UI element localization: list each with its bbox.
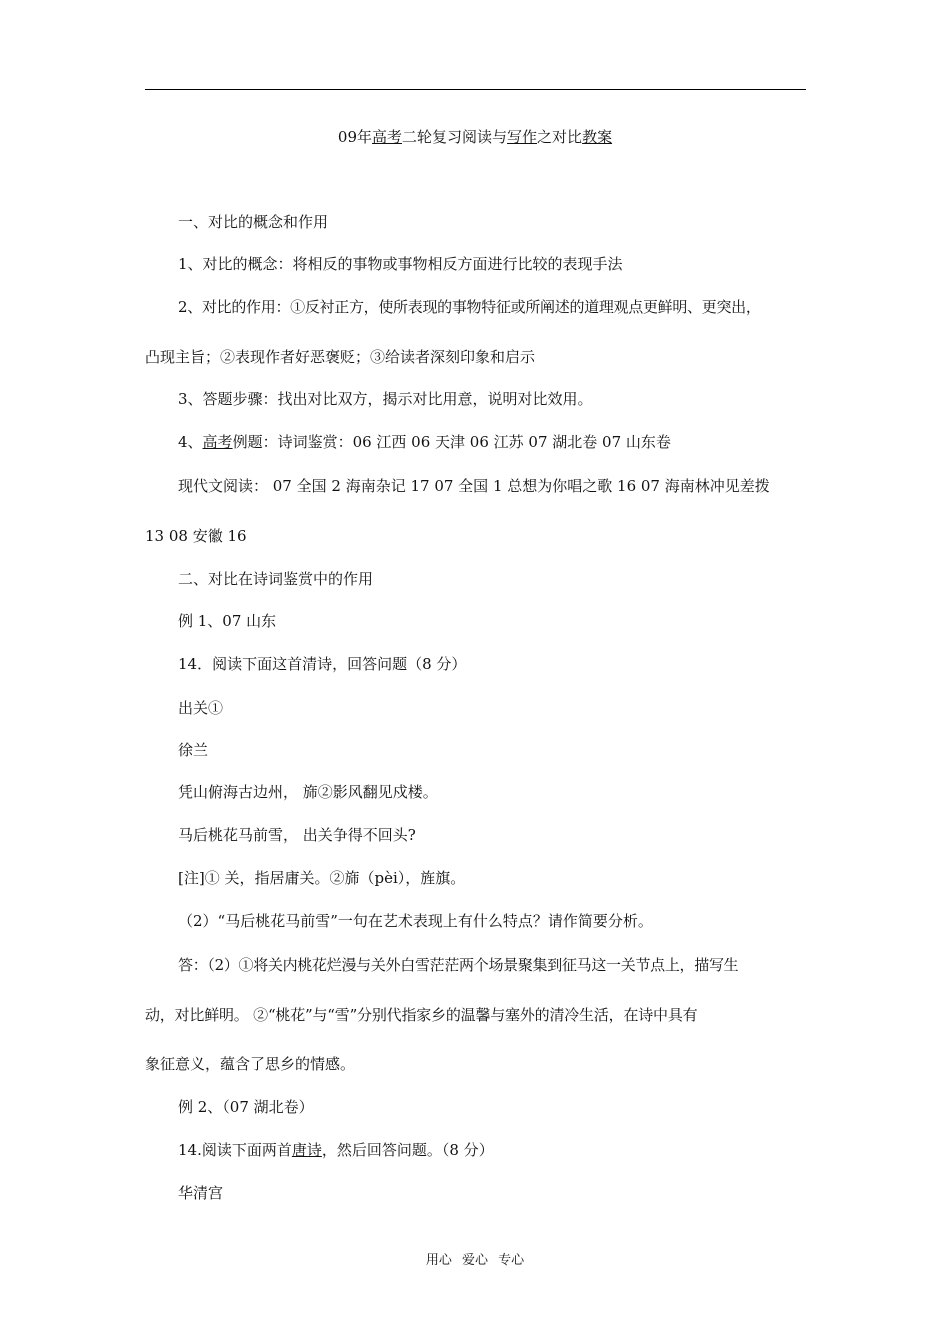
paragraph-concept: 1、对比的概念：将相反的事物或事物相反方面进行比较的表现手法 (178, 255, 623, 273)
paragraph-modern-reading-line1: 现代文阅读： 07 全国 2 海南杂记 17 07 全国 1 总想为你唱之歌 16 07 海南林冲见差拨 (178, 477, 770, 495)
answer-line-2: 动，对比鲜明。 ②“桃花”与“雪”分别代指家乡的温馨与塞外的清冷生活，在诗中具有 (145, 1006, 698, 1024)
text-part: 4、 (178, 433, 203, 451)
header-rule (145, 89, 806, 90)
question-2: （2）“马后桃花马前雪”一句在艺术表现上有什么特点？请作简要分析。 (178, 912, 653, 930)
example-1-label: 例 1、07 山东 (178, 612, 277, 630)
poem-author: 徐兰 (178, 741, 209, 759)
title-link-xiezuo[interactable]: 写作 (507, 128, 538, 146)
answer-line-1: 答：（2）①将关内桃花烂漫与关外白雪茫茫两个场景聚集到征马这一关节点上，描写生 (178, 956, 739, 974)
section-heading-2: 二、对比在诗词鉴赏中的作用 (178, 570, 374, 588)
title-part: 二轮复习阅读与 (402, 128, 508, 146)
section-heading-1: 一、对比的概念和作用 (178, 213, 329, 231)
paragraph-function-line1: 2、对比的作用：①反衬正方，使所表现的事物特征或所阐述的道理观点更鲜明、更突出， (178, 298, 761, 316)
poem-2-title: 华清宫 (178, 1184, 224, 1202)
title-link-jiaoan[interactable]: 教案 (582, 128, 613, 146)
link-tangshi[interactable]: 唐诗 (291, 1141, 322, 1159)
title-link-gaokao[interactable]: 高考 (372, 128, 403, 146)
paragraph-examples (178, 432, 671, 452)
text-part: 14.阅读下面两首 (178, 1141, 292, 1159)
question-14: 14．阅读下面这首清诗，回答问题（8 分） (178, 655, 467, 673)
document-title (0, 127, 950, 147)
title-part: 09年 (337, 128, 372, 146)
title-part: 之对比 (537, 128, 583, 146)
paragraph-steps: 3、答题步骤：找出对比双方，揭示对比用意，说明对比效用。 (178, 390, 593, 408)
link-gaokao[interactable]: 高考 (202, 433, 233, 451)
paragraph-modern-reading-line2: 13 08 安徽 16 (145, 527, 247, 545)
poem-note: [注]① 关，指居庸关。②旆（pèi），旌旗。 (178, 869, 466, 887)
text-part: ，然后回答问题。（8 分） (321, 1141, 494, 1159)
poem-title: 出关① (178, 699, 224, 717)
page-footer: 用心 爱心 专心 (425, 1253, 525, 1268)
question-14b (178, 1140, 494, 1160)
poem-line-2: 马后桃花马前雪， 出关争得不回头? (178, 826, 416, 844)
answer-line-3: 象征意义，蕴含了思乡的情感。 (145, 1055, 356, 1073)
text-part: 例题：诗词鉴赏：06 江西 06 天津 06 江苏 07 湖北卷 07 山东卷 (232, 433, 671, 451)
poem-line-1: 凭山俯海古边州， 旆②影风翻见戍楼。 (178, 783, 438, 801)
paragraph-function-line2: 凸现主旨；②表现作者好恶褒贬；③给读者深刻印象和启示 (145, 348, 536, 366)
example-2-label: 例 2、（07 湖北卷） (178, 1098, 314, 1116)
